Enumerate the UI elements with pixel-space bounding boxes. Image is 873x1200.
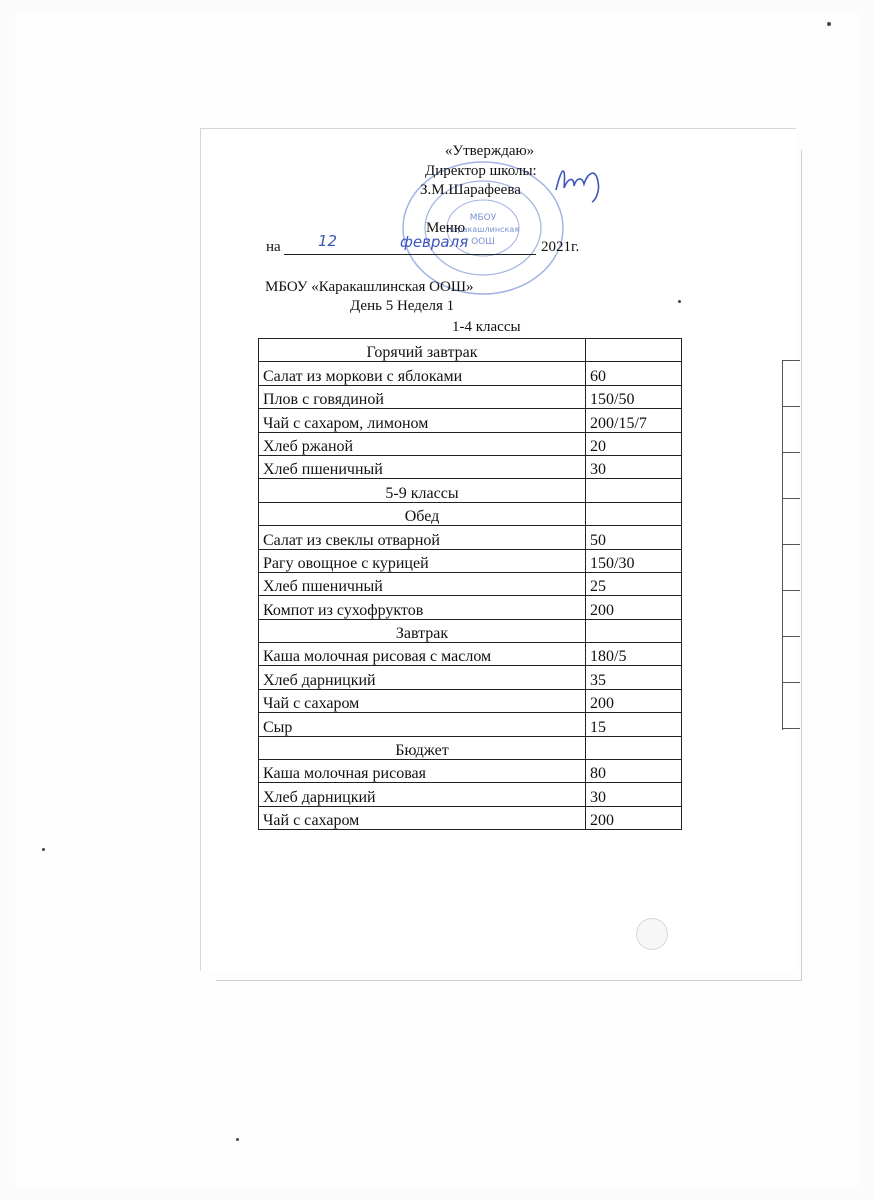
menu-row xyxy=(259,783,682,806)
portion-size: 50 xyxy=(586,526,682,549)
stamp-text-3: ООШ xyxy=(471,237,495,247)
menu-row xyxy=(259,409,682,432)
menu-row xyxy=(259,760,682,783)
dish-name: Сыр xyxy=(259,713,586,736)
menu-row xyxy=(259,713,682,736)
menu-row xyxy=(259,666,682,689)
signature-text: Шар xyxy=(552,160,554,161)
punch-hole-mark xyxy=(636,918,668,950)
date-underline xyxy=(284,254,536,255)
menu-row xyxy=(259,643,682,666)
scan-speck xyxy=(827,22,831,26)
portion-size: 150/30 xyxy=(586,549,682,572)
section-title: Завтрак xyxy=(259,619,586,642)
dish-name: Салат из моркови с яблоками xyxy=(259,362,586,385)
dish-name: Хлеб дарницкий xyxy=(259,783,586,806)
scan-speck xyxy=(236,1138,239,1141)
portion-size: 20 xyxy=(586,432,682,455)
scan-speck xyxy=(678,300,681,303)
menu-row xyxy=(259,385,682,408)
menu-row xyxy=(259,432,682,455)
day-week: День 5 Неделя 1 xyxy=(350,298,455,314)
dish-name: Чай с сахаром xyxy=(259,806,586,829)
section-title: 5-9 классы xyxy=(259,479,586,502)
dish-name: Компот из сухофруктов xyxy=(259,596,586,619)
stamp-text-1: МБОУ xyxy=(469,213,497,223)
portion-size: 60 xyxy=(586,362,682,385)
portion-size: 15 xyxy=(586,713,682,736)
section-row xyxy=(259,736,682,759)
portion-size: 25 xyxy=(586,572,682,595)
section-row xyxy=(259,479,682,502)
dish-name: Каша молочная рисовая xyxy=(259,760,586,783)
portion-size: 200 xyxy=(586,596,682,619)
portion-size: 150/50 xyxy=(586,385,682,408)
section-title: Горячий завтрак xyxy=(259,339,586,362)
menu-table xyxy=(258,338,682,830)
menu-row xyxy=(259,806,682,829)
dish-name: Плов с говядиной xyxy=(259,385,586,408)
portion-size: 35 xyxy=(586,666,682,689)
school-name: МБОУ «Каракашлинская ООШ» xyxy=(265,279,474,295)
menu-title: Меню xyxy=(426,220,466,236)
menu-row xyxy=(259,526,682,549)
dish-name: Хлеб дарницкий xyxy=(259,666,586,689)
menu-row xyxy=(259,572,682,595)
date-prefix: на xyxy=(266,239,281,255)
approve-heading: «Утверждаю» xyxy=(445,143,535,159)
date-month: февраля xyxy=(400,233,469,251)
date-year: 2021г. xyxy=(541,239,580,255)
scan-speck xyxy=(42,848,45,851)
director-name: З.М.Шарафеева xyxy=(420,182,521,198)
portion-size: 200 xyxy=(586,806,682,829)
section-title: Обед xyxy=(259,502,586,525)
dish-name: Хлеб ржаной xyxy=(259,432,586,455)
dish-name: Рагу овощное с курицей xyxy=(259,549,586,572)
menu-row xyxy=(259,549,682,572)
portion-size xyxy=(586,502,682,525)
director-title: Директор школы: xyxy=(425,163,537,179)
portion-size: 200/15/7 xyxy=(586,409,682,432)
menu-row xyxy=(259,455,682,478)
portion-size: 200 xyxy=(586,689,682,712)
portion-size xyxy=(586,339,682,362)
portion-size: 80 xyxy=(586,760,682,783)
portion-size xyxy=(586,479,682,502)
menu-row xyxy=(259,689,682,712)
menu-row xyxy=(259,596,682,619)
dish-name: Чай с сахаром xyxy=(259,689,586,712)
portion-size: 180/5 xyxy=(586,643,682,666)
section-row xyxy=(259,339,682,362)
director-signature xyxy=(552,160,612,205)
stamp-text-2: Каракашлинская xyxy=(446,225,520,234)
section-row xyxy=(259,619,682,642)
section-title: Бюджет xyxy=(259,736,586,759)
section-row xyxy=(259,502,682,525)
dish-name: Хлеб пшеничный xyxy=(259,455,586,478)
date-day: 12 xyxy=(318,232,338,250)
dish-name: Чай с сахаром, лимоном xyxy=(259,409,586,432)
portion-size xyxy=(586,619,682,642)
dish-name: Салат из свеклы отварной xyxy=(259,526,586,549)
dish-name: Каша молочная рисовая с маслом xyxy=(259,643,586,666)
portion-size: 30 xyxy=(586,783,682,806)
menu-row xyxy=(259,362,682,385)
grades-label: 1-4 классы xyxy=(452,319,521,335)
dish-name: Хлеб пшеничный xyxy=(259,572,586,595)
underlying-table-fragment xyxy=(782,360,800,730)
portion-size: 30 xyxy=(586,455,682,478)
portion-size xyxy=(586,736,682,759)
